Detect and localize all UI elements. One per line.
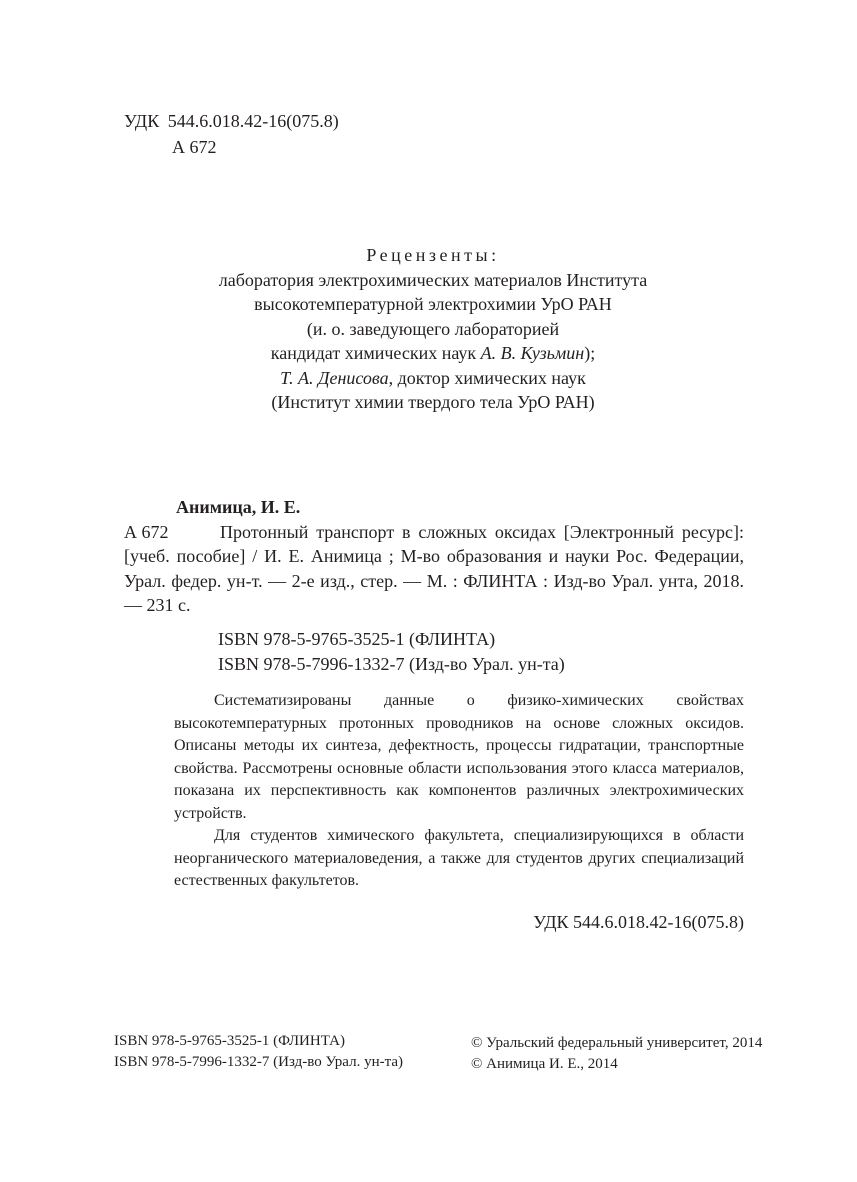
- reviewer-line: (Институт химии твердого тела УрО РАН): [271, 392, 595, 412]
- udk-code: УДК 544.6.018.42-16(075.8): [124, 111, 339, 131]
- copyright-line: © Уральский федеральный университет, 2014: [471, 1035, 763, 1051]
- reviewer-line: высокотемпературной электрохимии УрО РАН: [254, 294, 612, 314]
- annotation-paragraph: Систематизированы данные о физико-химических свойствах высокотемпературных протонных проводников на основе сложных оксидов. Описаны методы их синтеза, дефектность, процессы гидратации, транспортные свойства. Рассмотрены основные области использования этого класса материалов, показана их перспективность как компонентов различных электрохимических устройств.: [174, 692, 744, 822]
- annotation: [174, 690, 744, 893]
- description-text: Протонный транспорт в сложных оксидах [Электронный ресурс]: [учеб. пособие] / И. Е. Анимица ; М-во образования и науки Рос. Федерации, Урал. федер. ун-т. — 2-е изд., стер. — М. : ФЛИНТА : Изд-во Урал. унта, 2018. — 231 с.: [124, 521, 744, 615]
- isbn-line: ISBN 978-5-7996-1332-7 (Изд-во Урал. ун-та): [114, 1054, 403, 1070]
- copyright-line: © Анимица И. Е., 2014: [471, 1056, 618, 1072]
- isbn-line: ISBN 978-5-9765-3525-1 (ФЛИНТА): [218, 629, 496, 649]
- author-heading: Анимица, И. Е.: [176, 497, 301, 517]
- isbn-block: [218, 627, 565, 677]
- udk-header: [124, 108, 339, 160]
- reviewers-block: [150, 243, 716, 415]
- isbn-line: ISBN 978-5-7996-1332-7 (Изд-во Урал. ун-та): [218, 654, 565, 674]
- copyright-block: [471, 1033, 762, 1075]
- isbn-line: ISBN 978-5-9765-3525-1 (ФЛИНТА): [114, 1033, 345, 1049]
- reviewer-line: лаборатория электрохимических материалов Института: [218, 269, 648, 290]
- reviewer-line: [150, 341, 716, 366]
- author-mark: А 672: [124, 521, 169, 542]
- annotation-paragraph: Для студентов химического факультета, специализирующихся в области неорганического материаловедения, а также для студентов других специализаций естественных факультетов.: [174, 827, 744, 889]
- reviewer-line: [150, 366, 716, 391]
- reviewer-line: (и. о. заведующего лабораторией: [306, 318, 560, 339]
- reviewer-name: Т. А. Денисова: [280, 367, 389, 388]
- footer-isbn: [114, 1031, 403, 1073]
- bibliographic-description: [124, 520, 744, 618]
- reviewer-name: А. В. Кузьмин: [480, 343, 585, 363]
- author-mark: А 672: [172, 137, 217, 157]
- reviewer-punct: );: [584, 343, 596, 363]
- udk-bottom: УДК 544.6.018.42-16(075.8): [533, 912, 744, 932]
- bibliographic-record: [124, 495, 744, 618]
- reviewer-degree: кандидат химических наук: [270, 343, 481, 363]
- reviewers-title: Рецензенты:: [366, 245, 500, 265]
- reviewer-degree: , доктор химических наук: [388, 367, 586, 388]
